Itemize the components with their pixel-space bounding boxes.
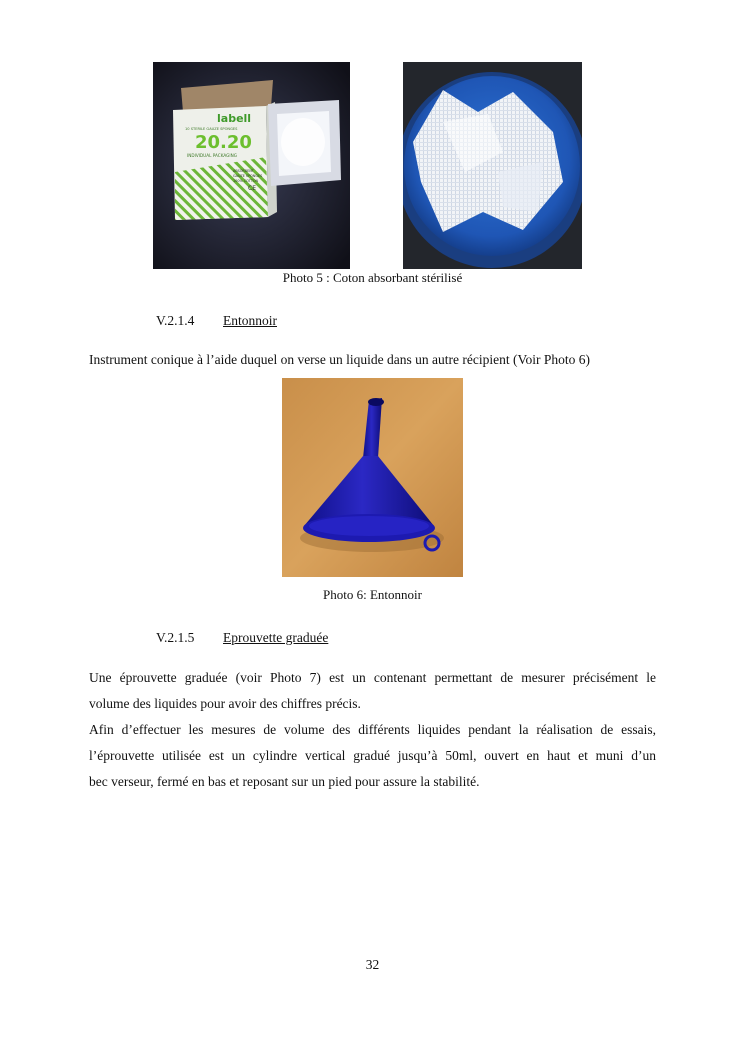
section-title: Eprouvette graduée bbox=[223, 630, 329, 645]
entonnoir-paragraph bbox=[89, 347, 656, 373]
box-line2-text: INDIVIDUAL PACKAGING bbox=[187, 153, 238, 158]
photo6-caption: Photo 6: Entonnoir bbox=[323, 587, 422, 602]
section-heading-entonnoir bbox=[156, 313, 456, 331]
box-size-text: 20.20 bbox=[195, 132, 252, 153]
section-number: V.2.1.5 bbox=[156, 630, 195, 645]
box-small3-text: 100% COTTON bbox=[233, 179, 259, 183]
box-small1-text: ABSORBENT bbox=[233, 169, 254, 173]
section-heading-eprouvette bbox=[156, 630, 456, 648]
eprouvette-paragraph bbox=[89, 665, 656, 795]
section-title: Entonnoir bbox=[223, 313, 277, 328]
bowl-gauze-image bbox=[403, 62, 582, 269]
photo-funnel bbox=[282, 378, 463, 577]
photo-bowl-gauze bbox=[403, 62, 582, 269]
paragraph-line: volume des liquides pour avoir des chiffres précis. bbox=[89, 696, 361, 711]
paragraph-line: Une éprouvette graduée (voir Photo 7) est un contenant permettant de mesurer précisément le bbox=[89, 670, 656, 685]
photo-gauze-box bbox=[153, 62, 350, 269]
funnel-image bbox=[282, 378, 463, 577]
page-number: 32 bbox=[365, 957, 380, 972]
box-line1-text: 10 STERILE GAUZE SPONGES bbox=[185, 127, 238, 131]
box-brand-text: labell bbox=[217, 112, 252, 125]
paragraph-line: Instrument conique à l’aide duquel on verse un liquide dans un autre récipient (Voir Photo 6) bbox=[89, 352, 590, 367]
paragraph-line: Afin d’effectuer les mesures de volume des différents liquides pendant la réalisation de essais, bbox=[89, 722, 656, 737]
paragraph-line: l’éprouvette utilisée est un cylindre vertical gradué jusqu’à 50ml, ouvert en haut et muni d’un bbox=[89, 748, 656, 763]
section-number: V.2.1.4 bbox=[156, 313, 195, 328]
photo5-caption: Photo 5 : Coton absorbant stérilisé bbox=[282, 270, 463, 285]
box-small2-text: GAUZE SPONGES bbox=[233, 174, 263, 178]
box-ce-text: CE bbox=[248, 185, 256, 192]
gauze-box-image bbox=[153, 62, 350, 269]
paragraph-line: bec verseur, fermé en bas et reposant sur un pied pour assure la stabilité. bbox=[89, 774, 480, 789]
